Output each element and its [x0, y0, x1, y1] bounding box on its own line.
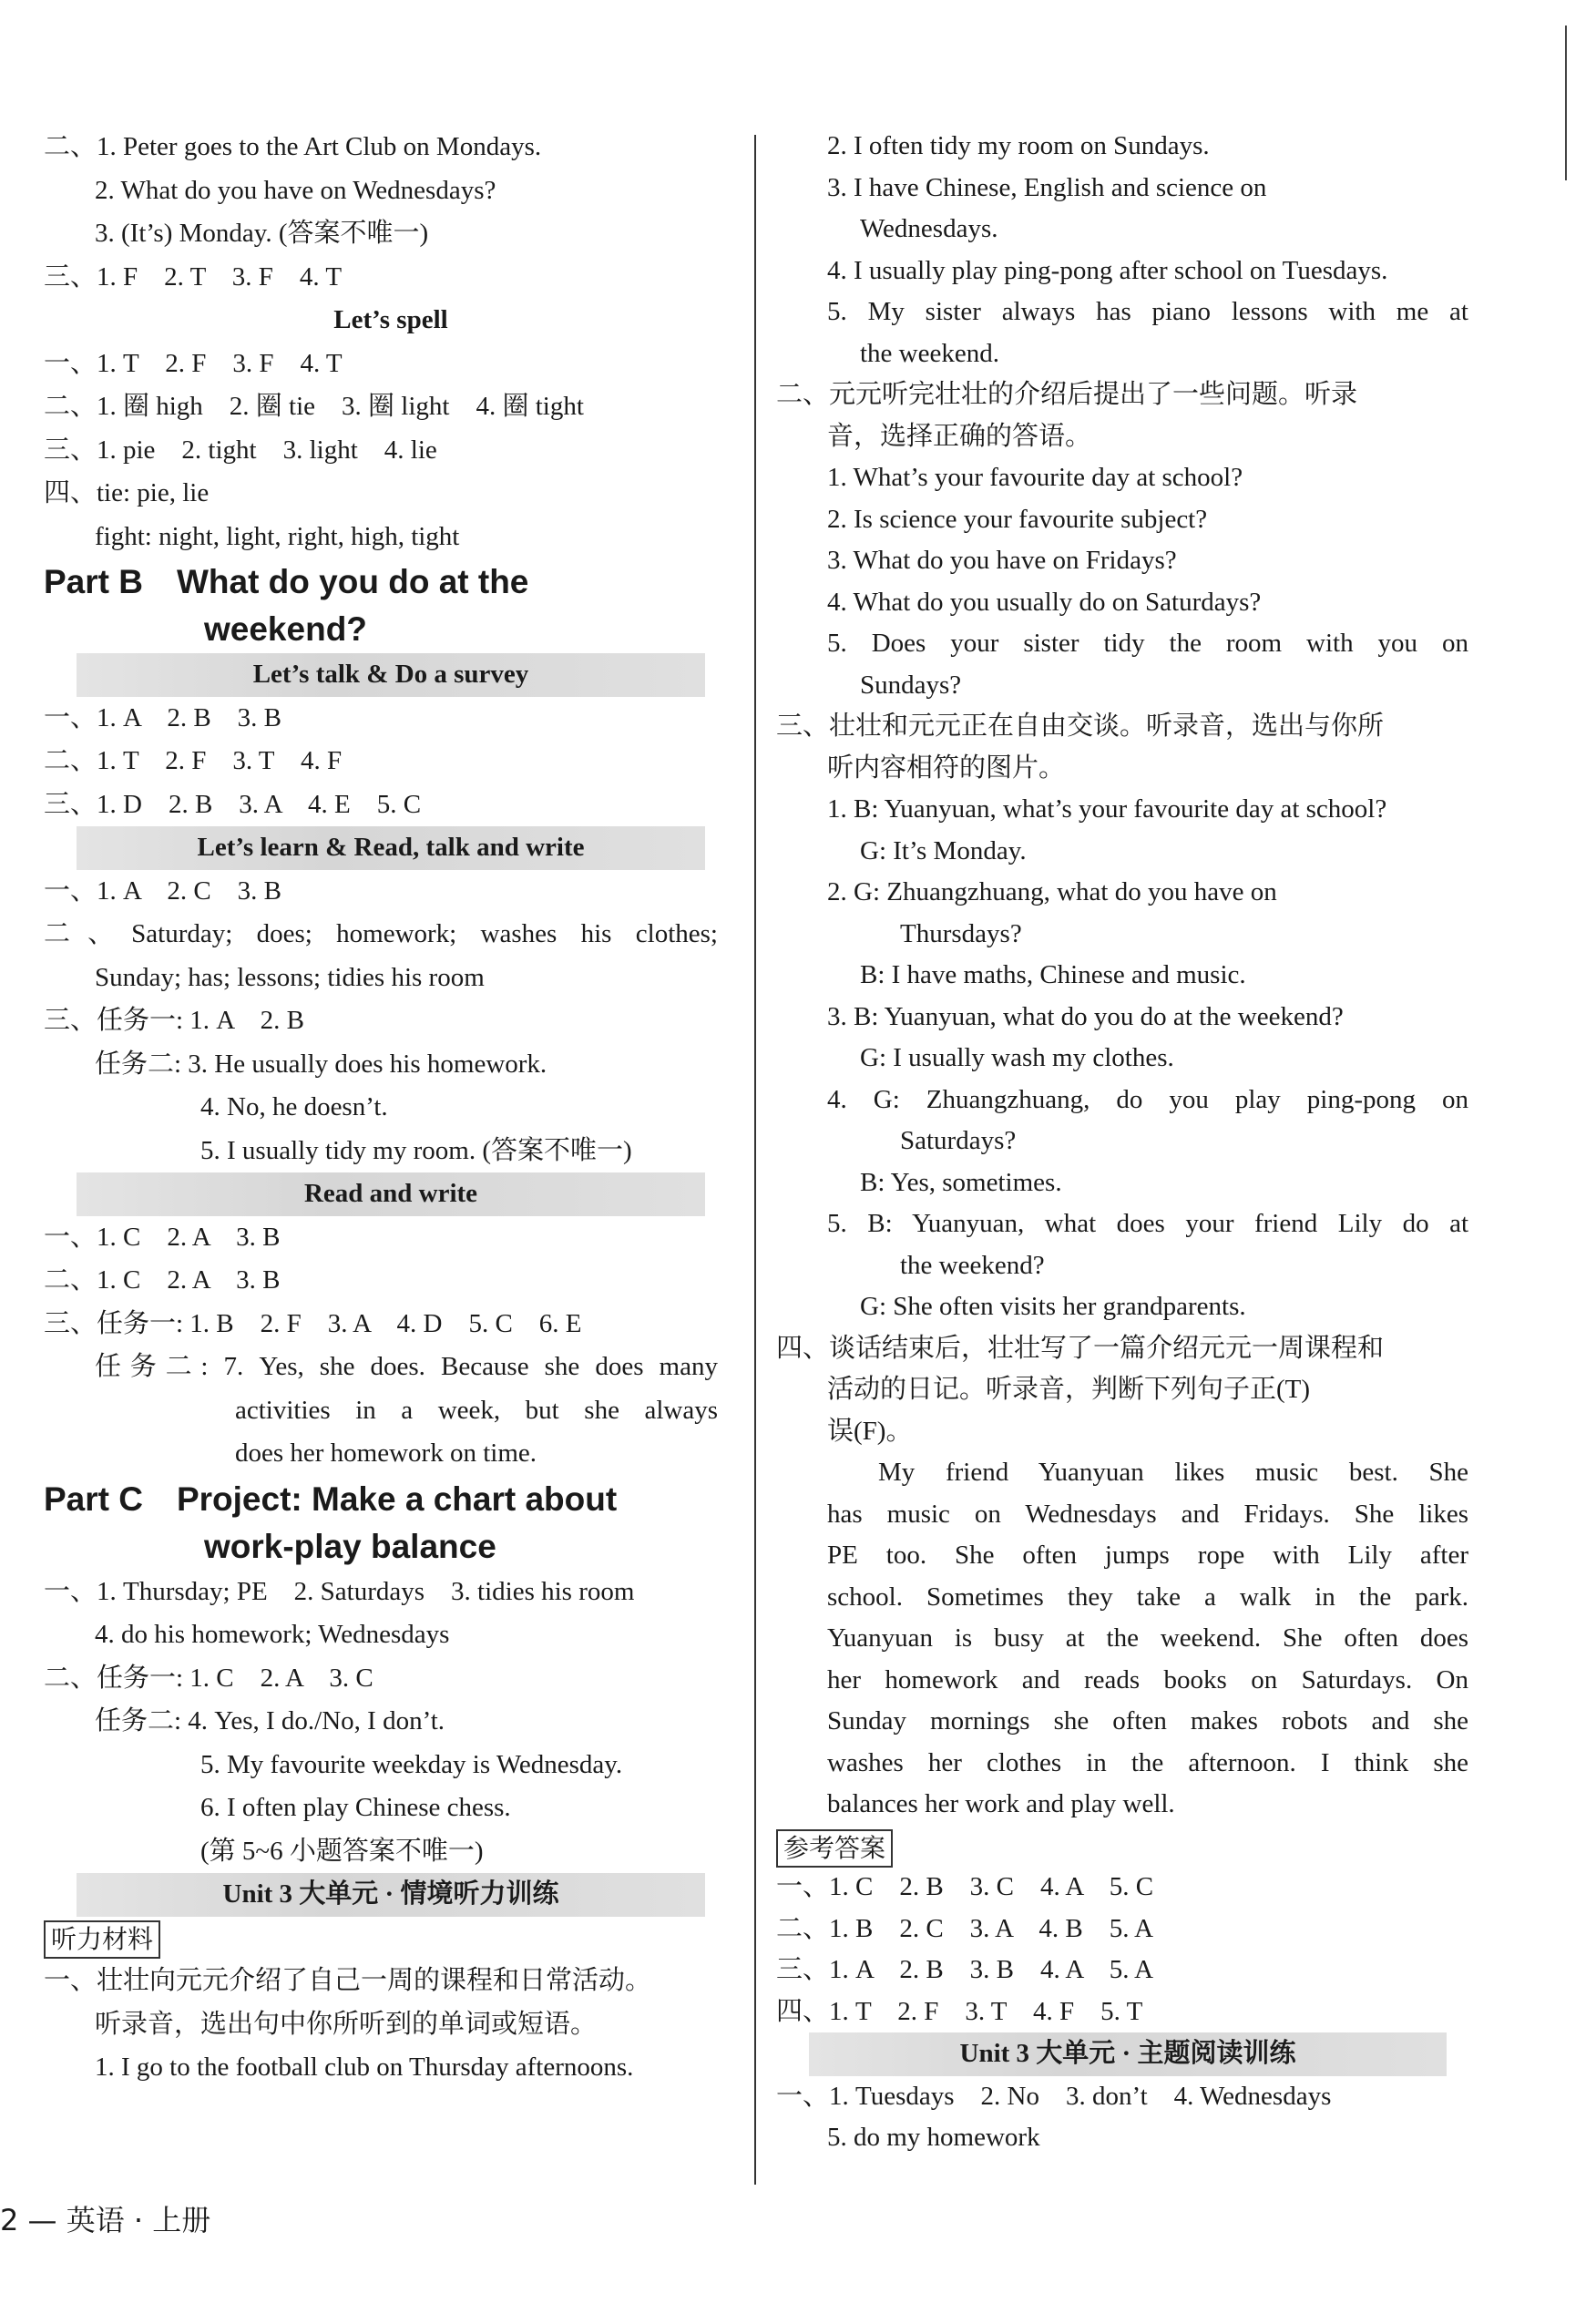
answer-line: 4. No, he doesn’t.: [200, 1092, 388, 1121]
answer-line: 任务二: 7. Yes, she does. Because she does many: [95, 1352, 718, 1381]
section-heading: Unit 3 大单元 · 主题阅读训练: [809, 2032, 1447, 2076]
answer-line: does her homework on time.: [235, 1438, 537, 1468]
answer-line: 3. B: Yuanyuan, what do you do at the weekend?: [827, 1001, 1344, 1031]
answer-line: 5. do my homework: [827, 2123, 1040, 2152]
answer-line: 四、tie: pie, lie: [44, 478, 210, 507]
answer-line: 三、1. pie 2. tight 3. light 4. lie: [44, 435, 437, 465]
answer-line: 一、1. T 2. F 3. F 4. T: [44, 348, 343, 378]
answer-line: 一、1. A 2. C 3. B: [44, 875, 282, 906]
answer-line: 二、任务一: 1. C 2. A 3. C: [44, 1663, 373, 1693]
boxed-label-row: [776, 1826, 1468, 1868]
answer-line: 二、1. B 2. C 3. A 4. B 5. A: [776, 1913, 1154, 1943]
answer-line: 听内容相符的图片。: [827, 752, 1066, 783]
answer-line: 三、任务一: 1. A 2. B: [44, 1006, 304, 1035]
answer-line: 四、谈话结束后，壮壮写了一篇介绍元元一周课程和: [776, 1333, 1385, 1363]
section-heading: Read and write: [77, 1172, 705, 1216]
answer-line: washes her clothes in the afternoon. I think she: [827, 1747, 1468, 1777]
answer-line: PE too. She often jumps rope with Lily after: [827, 1541, 1468, 1570]
answer-line: Yuanyuan is busy at the weekend. She often does: [827, 1623, 1468, 1653]
page-edge-line: [1565, 26, 1567, 180]
section-heading: Unit 3 大单元 · 情境听力训练: [77, 1873, 705, 1917]
answer-line: 二、Saturday; does; homework; washes his clothes;: [44, 919, 718, 948]
answer-line: 2. Is science your favourite subject?: [827, 504, 1208, 534]
column-divider: [754, 135, 756, 2185]
answer-line: 活动的日记。听录音，判断下列句子正(T): [827, 1375, 1311, 1404]
answer-line: activities in a week, but she always: [235, 1395, 718, 1425]
answer-line: has music on Wednesdays and Fridays. She likes: [827, 1499, 1468, 1529]
answer-line: 一、1. Thursday; PE 2. Saturdays 3. tidies his room: [44, 1576, 635, 1606]
answer-line: B: Yes, sometimes.: [860, 1167, 1062, 1197]
part-title: Part C Project: Make a chart about: [44, 1479, 618, 1518]
answer-line: 1. I go to the football club on Thursday afternoons.: [95, 2053, 634, 2082]
answer-line: Sundays?: [860, 670, 962, 700]
answer-line: 2. I often tidy my room on Sundays.: [827, 131, 1210, 160]
answer-line: 听录音，选出句中你所听到的单词或短语。: [95, 2009, 598, 2039]
answer-line: 3. (It’s) Monday. (答案不唯一): [95, 219, 429, 248]
answer-line: 一、1. Tuesdays 2. No 3. don’t 4. Wednesdays: [776, 2081, 1332, 2111]
answer-line: her homework and reads books on Saturdays. On: [827, 1664, 1468, 1694]
answer-line: 二、1. C 2. A 3. B: [44, 1265, 281, 1295]
answer-line: 三、1. D 2. B 3. A 4. E 5. C: [44, 789, 422, 819]
answer-line: 二、元元听完壮壮的介绍后提出了一些问题。听录: [776, 380, 1358, 409]
answer-line: balances her work and play well.: [827, 1789, 1175, 1818]
answer-line: 5. B: Yuanyuan, what does your friend Lily do at: [827, 1209, 1468, 1238]
answer-line: 误(F)。: [827, 1416, 913, 1446]
answer-line: Sunday mornings she often makes robots and she: [827, 1706, 1468, 1735]
answer-line: 任务二: 3. He usually does his homework.: [95, 1049, 547, 1079]
section-heading: Let’s talk & Do a survey: [77, 653, 705, 697]
answer-line: B: I have maths, Chinese and music.: [860, 960, 1246, 989]
answer-line: the weekend?: [900, 1250, 1045, 1280]
answer-line: 4. I usually play ping-pong after school on Tuesdays.: [827, 255, 1388, 285]
boxed-label: 听力材料: [44, 1920, 160, 1959]
right-column: [776, 126, 1468, 2159]
answer-line: 5. My favourite weekday is Wednesday.: [200, 1749, 623, 1779]
answer-line: 1. B: Yuanyuan, what’s your favourite day at school?: [827, 794, 1387, 824]
section-heading: Let’s learn & Read, talk and write: [77, 826, 705, 870]
answer-line: 三、壮壮和元元正在自由交谈。听录音，选出与你所: [776, 712, 1385, 741]
answer-line: 3. I have Chinese, English and science on: [827, 172, 1267, 202]
answer-line: Thursdays?: [900, 918, 1022, 948]
answer-line: 4. What do you usually do on Saturdays?: [827, 587, 1262, 617]
left-column: [44, 126, 718, 2090]
answer-line: 一、1. C 2. A 3. B: [44, 1222, 281, 1252]
boxed-label-row: [44, 1917, 718, 1961]
section-heading: Let’s spell: [333, 305, 448, 334]
part-title-continued: weekend?: [204, 610, 367, 648]
answer-line: My friend Yuanyuan likes music best. She: [878, 1458, 1468, 1487]
answer-line: 5. My sister always has piano lessons with me at: [827, 297, 1468, 326]
answer-line: G: It’s Monday.: [860, 835, 1027, 865]
answer-line: 三、1. A 2. B 3. B 4. A 5. A: [776, 1955, 1154, 1984]
answer-line: 一、壮壮向元元介绍了自己一周的课程和日常活动。: [44, 1966, 652, 1995]
answer-line: 二、1. T 2. F 3. T 4. F: [44, 746, 343, 775]
answer-line: 三、1. F 2. T 3. F 4. T: [44, 261, 343, 292]
answer-line: 2. G: Zhuangzhuang, what do you have on: [827, 877, 1277, 906]
answer-line: 二、1. 圈 high 2. 圈 tie 3. 圈 light 4. 圈 tight: [44, 392, 584, 421]
answer-line: 4. G: Zhuangzhuang, do you play ping-pong on: [827, 1084, 1468, 1114]
answer-line: Saturdays?: [900, 1126, 1017, 1155]
answer-line: 一、1. A 2. B 3. B: [44, 702, 282, 732]
answer-line: the weekend.: [860, 338, 999, 368]
answer-line: 音，选择正确的答语。: [827, 421, 1092, 451]
answer-line: (第 5~6 小题答案不唯一): [200, 1836, 484, 1866]
answer-line: 三、任务一: 1. B 2. F 3. A 4. D 5. C 6. E: [44, 1308, 582, 1338]
answer-line: 6. I often play Chinese chess.: [200, 1793, 511, 1822]
answer-line: 5. I usually tidy my room. (答案不唯一): [200, 1135, 632, 1165]
part-title-continued: work-play balance: [204, 1527, 496, 1565]
answer-line: 1. What’s your favourite day at school?: [827, 463, 1243, 492]
boxed-label: 参考答案: [776, 1829, 893, 1868]
answer-line: 4. do his homework; Wednesdays: [95, 1620, 450, 1649]
answer-line: 四、1. T 2. F 3. T 4. F 5. T: [776, 1996, 1143, 2026]
answer-line: school. Sometimes they take a walk in the park.: [827, 1582, 1468, 1612]
answer-line: G: I usually wash my clothes.: [860, 1043, 1174, 1072]
answer-line: 5. Does your sister tidy the room with you on: [827, 629, 1468, 658]
part-title: Part B What do you do at the: [44, 563, 529, 600]
page-footer: 2 — 英语 · 上册: [0, 2203, 211, 2237]
answer-line: 3. What do you have on Fridays?: [827, 546, 1177, 575]
answer-line: G: She often visits her grandparents.: [860, 1292, 1246, 1321]
answer-line: 任务二: 4. Yes, I do./No, I don’t.: [95, 1706, 445, 1735]
answer-line: 二、1. Peter goes to the Art Club on Mondays.: [44, 132, 542, 161]
answer-line: fight: night, light, right, high, tight: [95, 521, 460, 551]
answer-line: 2. What do you have on Wednesdays?: [95, 175, 496, 205]
answer-line: 一、1. C 2. B 3. C 4. A 5. C: [776, 1872, 1154, 1901]
answer-line: Wednesdays.: [860, 214, 998, 243]
answer-line: Sunday; has; lessons; tidies his room: [95, 962, 485, 992]
